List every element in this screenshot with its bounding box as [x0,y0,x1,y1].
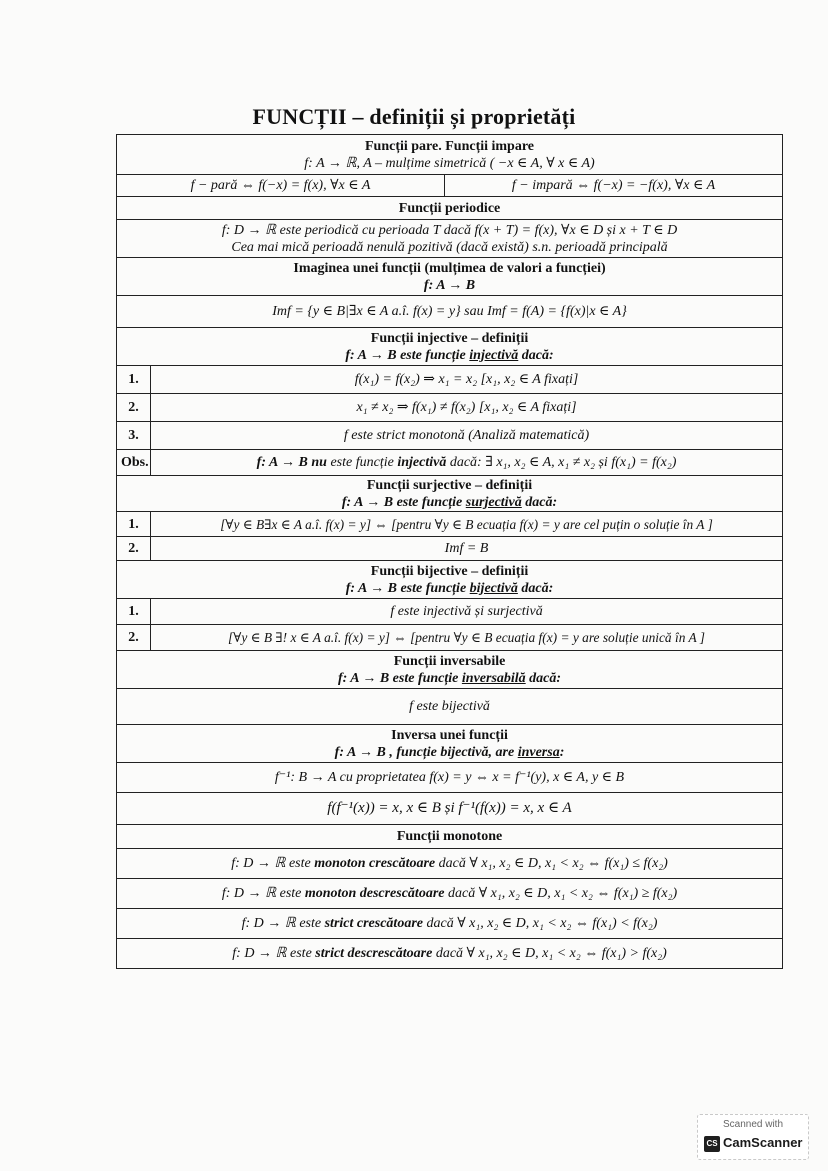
functions-table [116,134,783,969]
sub-key: injectivă [469,347,519,363]
row-number: 2. [117,625,151,651]
surjective-row [117,512,783,537]
monotone-row [117,849,783,879]
row-number: 1. [117,599,151,625]
row-number: 2. [117,537,151,561]
badge-caption: Scanned with [722,1119,784,1130]
row-number: 1. [117,512,151,537]
mono-pre: f: D → ℝ este [221,886,305,901]
row-number: 2. [117,394,151,422]
sub-key: inversa [517,744,560,760]
row-text: [∀y ∈ B ∃! x ∈ A a.î. f(x) = y] ⇔ [pentru ∀y ∈ B ecuația f(x) = y are soluție unică în A ] [151,625,783,651]
row-number: 1. [117,366,151,394]
row-text: [∀y ∈ B∃x ∈ A a.î. f(x) = y] ⇔ [pentru ∀y ∈ B ecuația f(x) = y are cel puțin o soluție în A ] [151,512,783,537]
section-bijective-header [117,561,783,599]
mono-key: strict descrescătoare [315,946,433,961]
periodice-row [117,220,783,258]
image-formula: Imf = {y ∈ B|∃x ∈ A a.î. f(x) = y} sau Imf = f(A) = {f(x)|x ∈ A} [117,296,783,328]
section-surjective-header [117,476,783,512]
pare-impare-row [117,175,783,197]
row-text: x₁ ≠ x₂ ⇒ f(x₁) ≠ f(x₂) [x₁, x₂ ∈ A fixați] [151,394,783,422]
periodic-definition: f: D → ℝ este periodică cu perioada T dacă f(x + T) = f(x), ∀x ∈ D și x + T ∈ D [221,222,678,238]
row-text: f este strict monotonă (Analiză matematică) [151,422,783,450]
section-heading: Funcții monotone [117,825,783,849]
section-heading: Funcții periodice [117,197,783,220]
section-subheading: f: A → ℝ, A – mulțime simetrică ( −x ∈ A, ∀ x ∈ A) [304,155,595,171]
section-periodice-header [117,197,783,220]
mono-pre: f: D → ℝ este [231,856,315,871]
row-text: f(x₁) = f(x₂) ⇒ x₁ = x₂ [x₁, x₂ ∈ A fixați] [151,366,783,394]
mono-post: dacă ∀ x₁, x₂ ∈ D, x₁ < x₂ ⇔ f(x₁) ≤ f(x₂) [435,856,668,871]
principal-period: Cea mai mică perioadă nenulă pozitivă (dacă există) s.n. perioadă principală [231,239,668,255]
obs-part: dacă: ∃ x₁, x₂ ∈ A, x₁ ≠ x₂ și f(x₁) = f(x₂) [446,455,677,470]
obs-part: nu [311,455,327,470]
section-inversa-header [117,725,783,763]
section-subheading: f: A → B [423,277,476,293]
sub-post: dacă: [521,494,558,510]
section-heading: Funcții surjective – definiții [366,477,533,493]
section-heading: Funcții bijective – definiții [370,563,529,579]
mono-pre: f: D → ℝ este [241,916,325,931]
mono-post: dacă ∀ x₁, x₂ ∈ D, x₁ < x₂ ⇔ f(x₁) ≥ f(x₂) [444,886,678,901]
row-text: f este injectivă și surjectivă [151,599,783,625]
sub-key: inversabilă [461,670,526,686]
mono-key: monoton descrescătoare [304,886,445,901]
sub-post: dacă: [518,347,554,363]
bijective-row [117,599,783,625]
row-number: 3. [117,422,151,450]
row-text: f⁻¹: B → A cu proprietatea f(x) = y ⇔ x = f⁻¹(y), x ∈ A, y ∈ B [117,763,783,793]
mono-key: strict crescătoare [324,916,423,931]
bijective-row [117,625,783,651]
surjective-row [117,537,783,561]
para-definition: f − pară ⇔ f(−x) = f(x), ∀x ∈ A [117,175,445,197]
section-heading: Funcții injective – definiții [370,330,529,346]
sub-key: surjectivă [465,494,522,510]
monotone-row [117,909,783,939]
sub-pre: f: A → B este funcție [345,347,470,363]
section-heading: Funcții inversabile [393,653,506,669]
inversa-row [117,793,783,825]
monotone-row [117,879,783,909]
row-text: f este bijectivă [117,689,783,725]
section-heading: Inversa unei funcții [391,727,508,743]
sub-pre: f: A → B este funcție [345,580,470,596]
document-title: FUNCȚII – definiții și proprietăți [252,104,576,129]
sub-pre: f: A → B este funcție [341,494,466,510]
mono-post: dacă ∀ x₁, x₂ ∈ D, x₁ < x₂ ⇔ f(x₁) > f(x₂) [432,946,667,961]
sub-post: dacă: [525,670,562,686]
mono-post: dacă ∀ x₁, x₂ ∈ D, x₁ < x₂ ⇔ f(x₁) < f(x₂) [422,916,658,931]
camscanner-badge [697,1114,809,1160]
row-number: Obs. [117,450,151,476]
badge-brand-name: CamScanner [723,1135,803,1150]
section-inversabile-header [117,651,783,689]
section-injective-header [117,328,783,366]
injective-row [117,366,783,394]
row-text: f(f⁻¹(x)) = x, x ∈ B și f⁻¹(f(x)) = x, x ∈ A [117,793,783,825]
sub-post: dacă: [517,580,554,596]
mono-key: monoton crescătoare [314,856,436,871]
impara-definition: f − impară ⇔ f(−x) = −f(x), ∀x ∈ A [445,175,783,197]
section-heading: Funcții pare. Funcții impare [364,138,535,154]
monotone-row [117,939,783,969]
section-imagine-header [117,258,783,296]
sub-post: : [559,744,565,760]
imagine-row [117,296,783,328]
injective-obs-row [117,450,783,476]
injective-row [117,394,783,422]
inversa-row [117,763,783,793]
injective-row [117,422,783,450]
row-text: Imf = B [151,537,783,561]
obs-part: injectivă [397,455,447,470]
obs-part: este funcție [326,455,398,470]
section-heading: Imaginea unei funcții (mulțimea de valori a funcției) [293,260,606,276]
sub-pre: f: A → B este funcție [337,670,462,686]
section-monotone-header [117,825,783,849]
mono-pre: f: D → ℝ este [232,946,316,961]
section-pare-header [117,135,783,175]
sub-key: bijectivă [469,580,518,596]
inversabile-row [117,689,783,725]
camscanner-logo-icon: CS [704,1136,720,1152]
obs-part: f: A → B [256,455,312,470]
sub-pre: f: A → B , funcție bijectivă, are [334,744,518,760]
